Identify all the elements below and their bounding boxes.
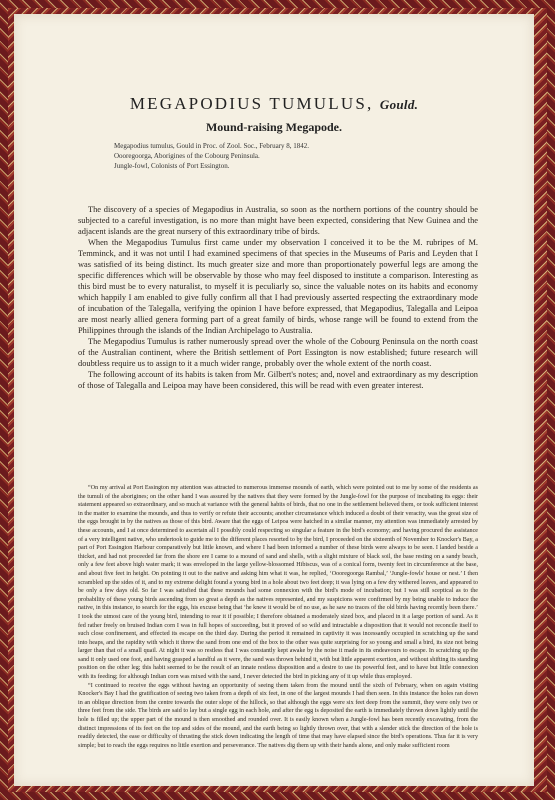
common-name: Mound-raising Megapode.	[205, 120, 342, 134]
species-authority: Gould.	[379, 97, 419, 112]
synonym-line: Megapodius tumulus, Gould in Proc. of Zool. Soc., February 8, 1842.	[114, 142, 310, 150]
synonymy-block	[114, 141, 309, 171]
page-title	[14, 94, 534, 114]
paragraph: The discovery of a species of Megapodius in Australia, so soon as the northern portions of the country should be subjected to a careful investigation, is no more than might have been expected, considering that New Guinea and the adjacent islands are the great nursery of this extraordinary tribe of birds.	[78, 205, 478, 236]
paragraph: When the Megapodius Tumulus first came under my observation I conceived it to be the M. rubripes of M. Temminck, and it was not until I had examined specimens of that species in the Museums of Paris and Leyden that I was satisfied of its being distinct. Its much greater size and more than proportionately powerful legs are among the specific differences which will be observable by those who may feel disposed to institute a comparison. Interesting as this bird must be to every naturalist, to myself it is peculiarly so, since the valuable notes on its habits and economy which happily I am enabled to give fully confirm all that I had previously asserted respecting the extraordinary mode of incubation of the Talegalla, verifying the opinion I have before expressed, that Megapodius, Talegalla and Leipoa are most nearly allied genera forming part of a great family of birds, whose range will be found to extend from the Philippines through the islands of the Indian Archipelago to Australia.	[78, 238, 478, 335]
quoted-notes	[78, 484, 478, 750]
synonym-line: Jungle-fowl, Colonists of Port Essington.	[114, 162, 230, 170]
book-page	[14, 14, 534, 786]
synonym-line: Oooregoorga, Aborigines of the Cobourg Peninsula.	[114, 152, 260, 160]
paragraph: The Megapodius Tumulus is rather numerously spread over the whole of the Cobourg Peninsula on the north coast of the Australian continent, where the British settlement of Port Essington is now established; future research will doubtless require us to assign to it a much wider range, probably over the whole extent of the north coast.	[78, 337, 478, 368]
body-text	[78, 204, 478, 391]
paragraph: The following account of its habits is taken from Mr. Gilbert's notes; and, novel and extraordinary as my description of those of Talegalla and Leipoa may have been considered, this will be read with even greater interest.	[78, 370, 478, 390]
species-name: MEGAPODIUS TUMULUS,	[129, 94, 374, 113]
quote-paragraph: “On my arrival at Port Essington my attention was attracted to numerous immense mounds of earth, which were pointed out to me by some of the residents as the tumuli of the aborigines; on the other hand I was assured by the natives that they were formed by the Jungle-fowl for the purpose of incubating its eggs: their statement appeared so extraordinary, and so much at variance with the general habits of birds, that no one in the settlement believed them, or took sufficient interest in the matter to examine the mounds, and thus to verify or refute their accounts; another circumstance which induced a doubt of their veracity, was the great size of the eggs brought in by the natives as those of this bird. Aware that the eggs of Leipoa were hatched in a similar manner, my attention was immediately arrested by these accounts, and I at once determined to ascertain all I possibly could respecting so singular a feature in the bird's economy; and having procured the assistance of a very intelligent native, who undertook to guide me to the different places resorted to by the bird, I proceeded on the sixteenth of November to Knocker's Bay, a part of Port Essington Harbour comparatively but little known, and where I had been informed a number of these birds were always to be seen. I landed beside a thicket, and had not proceeded far from the shore ere I came to a mound of sand and shells, with a slight mixture of black soil, the base resting on a sandy beach, only a few feet above high water mark; it was enveloped in the large yellow-blossomed Hibiscus, was of a conical form, twenty feet in circumference at the base, and about five feet in height. On pointing it out to the native and asking him what it was, he replied, ‘Oooregoorga Rambal,’ ‘Jungle-fowls' house or nest.’ I then scrambled up the sides of it, and to my extreme delight found a young bird in a hole about two feet deep; it was lying on a few dry withered leaves, and appeared to be only a few days old. So far I was satisfied that these mounds had some connexion with the bird's mode of incubation; but I was still sceptical as to the probability of these young birds ascending from so great a depth as the natives represented, and my suspicions were confirmed by my being unable to induce the native, in this instance, to search for the eggs, his excuse being that ‘he knew it would be of no use, as he saw no traces of the old birds having recently been there.’ I took the utmost care of the young bird, intending to rear it if possible; I therefore obtained a moderately sized box, and placed in it a large portion of sand. As it fed rather freely on bruised Indian corn I was in full hopes of succeeding, but it proved of so wild and intractable a disposition that it would not reconcile itself to such close confinement, and effected its escape on the third day. During the period it remained in captivity it was incessantly occupied in scratching up the sand into heaps, and the rapidity with which it threw the sand from one end of the box to the other was quite surprising for so young and small a bird, its size not being larger than that of a small quail. At night it was so restless that I was constantly kept awake by the noise it made in its endeavours to escape. In scratching up the sand it only used one foot, and having grasped a handful as it were, the sand was thrown behind it, with but little apparent exertion, and without shifting its standing position on the other leg; this habit seemed to be the result of an innate restless disposition and a desire to use its powerful feet, and to have but little connexion with its feeding; for although Indian corn was mixed with the sand, I never detected the bird in picking any of it up while thus employed.	[78, 485, 478, 681]
quote-paragraph: “I continued to receive the eggs without having an opportunity of seeing them taken from the mound until the sixth of February, when on again visiting Knocker's Bay I had the gratification of seeing two taken from a depth of six feet, in one of the largest mounds I had then seen. In this instance the holes ran down in an oblique direction from the centre towards the outer slope of the hillock, so that although the eggs were six feet deep from the summit, they were only two or three feet from the side. The birds are said to lay but a single egg in each hole, and after the egg is deposited the earth is immediately thrown down lightly until the hole is filled up; the upper part of the mound is then smoothed and rounded over. It is easily known when a Jungle-fowl has been recently excavating, from the distinct impressions of its feet on the top and sides of the mound, and the earth being so lightly thrown over, that with a slender stick the direction of the hole is readily detected, the ease or difficulty of thrusting the stick down indicating the length of time that may have elapsed since the bird's operations. Thus far it is very simple; but to reach the eggs requires no little exertion and perseverance. The natives dig them up with their hands alone, and only make sufficient room	[78, 682, 478, 749]
